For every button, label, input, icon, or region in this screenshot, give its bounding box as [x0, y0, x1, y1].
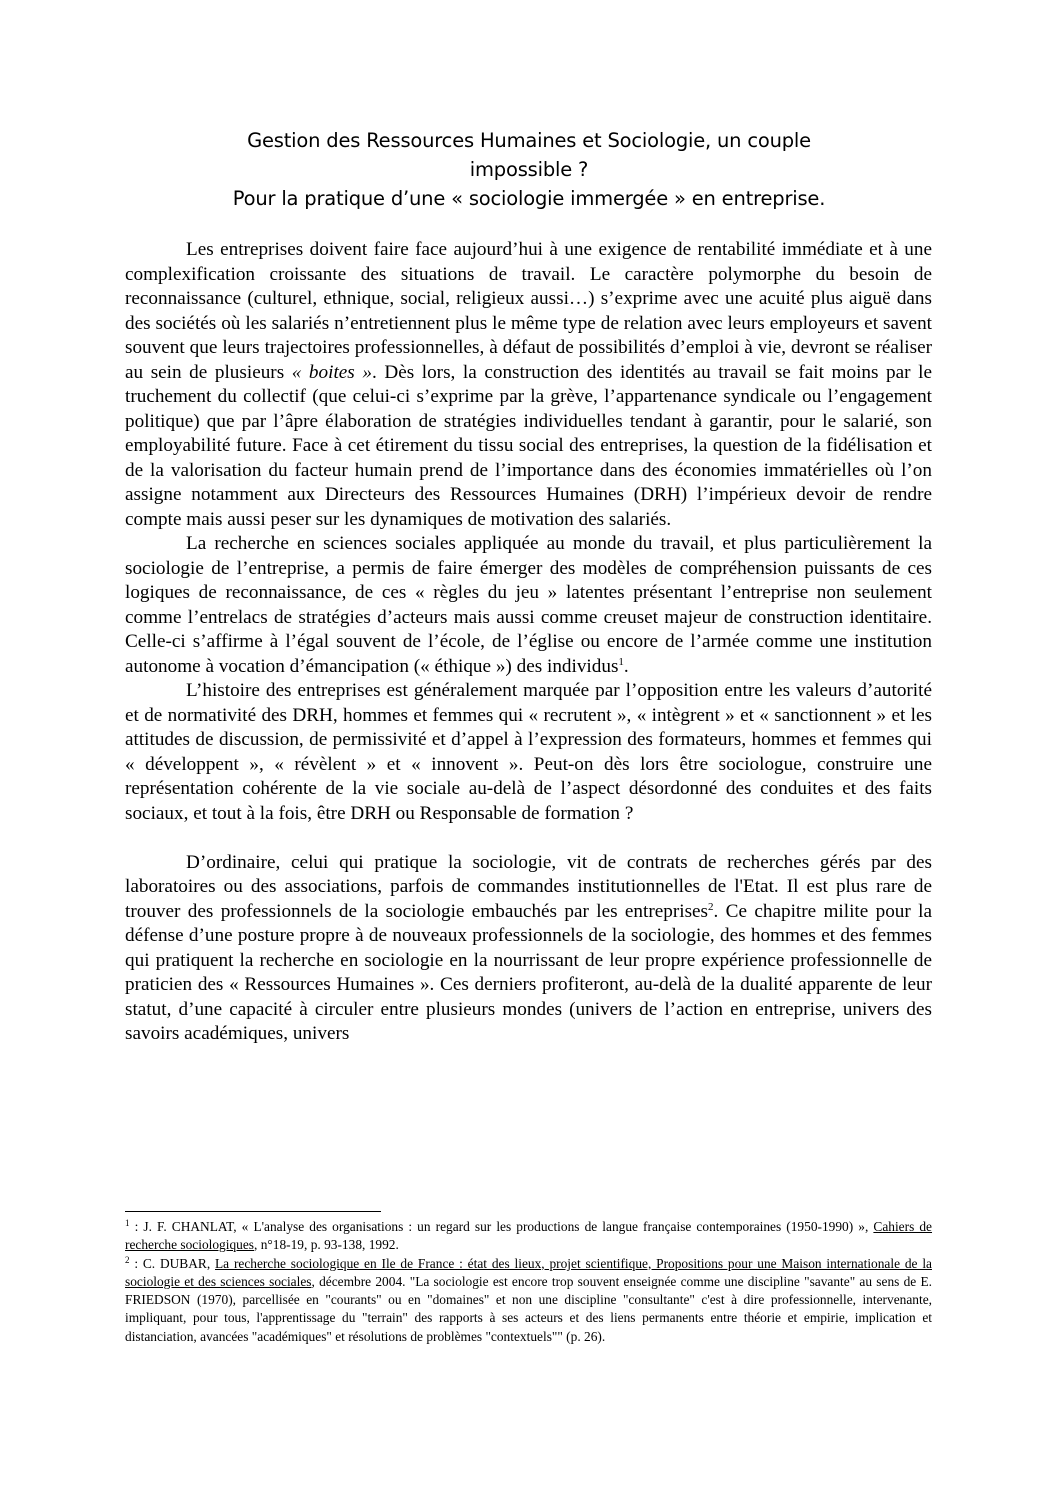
footnote-2 [125, 1255, 932, 1346]
body-paragraph [125, 238, 932, 532]
text-run: . [623, 655, 629, 677]
body-text [125, 238, 932, 1047]
text-run: Les entreprises doivent faire face aujourd’hui à une exigence de rentabilité immédiate et à une complexification croissante des situations de travail. Le caractère polymorphe du besoin de reconnaissance (culturel, ethnique, social, religieux aussi…) s’exprime avec une acuité plus aiguë dans des sociétés où les salariés n’entretiennent plus le même type de relation avec leurs employeurs et savent souvent que leurs trajectoires professionnelles, à défaut de possibilités d’emploi à vie, devront se réaliser au sein de plusieurs [125, 239, 932, 383]
text-run: D’ordinaire, celui qui pratique la sociologie, vit de contrats de recherches gérés par des laboratoires ou des associations, parfois de commandes institutionnelles de l'Etat. Il est plus rare de trouver des professionnels de la sociologie embauchés par les entreprises [125, 851, 932, 922]
cited-work-title: La recherche sociologique en Ile de France : état des lieux, projet scientifique, Propositions pour une Maison internationale de la sociologie et des sciences sociales [125, 1255, 932, 1289]
footnote-reference[interactable]: 2 [708, 900, 714, 913]
text-run: , décembre 2004. "La sociologie est encore trop souvent enseignée comme une discipline "savante" au sens de E. FRIEDSON (1970), parcellisée en "courants" ou en "domaines" et non une discipline "consultante" c'est à dire professionnelle, intervenante, impliquant, pour tous, l'apprentissage du "terrain" des rapports à ses acteurs et des liens permanents entre théorie et empirie, implication et distanciation, avancées "académiques" et résolutions de problèmes "contextuels"" (p. 26). [125, 1273, 932, 1344]
document-title [124, 126, 934, 213]
footnote-1 [125, 1218, 932, 1255]
cited-work-title: Cahiers de recherche sociologiques [125, 1219, 933, 1253]
text-run: . Dès lors, la construction des identités au travail se fait moins par le truchement du collectif (que celui-ci s’exprime par la grève, l’appartenance syndicale ou l’engagement politique) que par l’âpre élaboration de stratégies individuelles tendant à garantir, pour le salarié, son employabilité future. Face à cet étirement du tissu social des entreprises, la question de la fidélisation et de la valorisation du facteur humain prend de l’importance dans des économies immatérielles où l’on assigne notamment aux Directeurs des Ressources Humaines (DRH) l’impérieux devoir de rendre compte mais aussi peser sur les dynamiques de motivation des salariés. [125, 361, 932, 530]
footnote-reference[interactable]: 1 [618, 655, 624, 668]
footnote-number: 2 [125, 1254, 130, 1265]
body-paragraph [125, 851, 932, 1047]
text-run: . Ce chapitre milite pour la défense d’une posture propre à de nouveaux professionnels de la sociologie, des hommes et des femmes qui pratiquent la recherche en sociologie en la nourrissant de leur propre expérience professionnelle de praticien des « Ressources Humaines ». Ces derniers profiteront, au-delà de la dualité apparente de leur statut, d’une capacité à circuler entre plusieurs mondes (univers de l’action en entreprise, univers des savoirs académiques, univers [125, 900, 932, 1044]
text-run: La recherche en sciences sociales appliquée au monde du travail, et plus particulièrement la sociologie de l’entreprise, a permis de faire émerger des modèles de compréhension puissants de ces logiques de reconnaissance, de ces « règles du jeu » latentes présentant l’entreprise non seulement comme l’entrelacs de stratégies d’acteurs mais aussi comme creuset majeur de construction identitaire. Celle-ci s’affirme à l’égal souvent de l’école, de l’église ou encore de l’armée comme une institution autonome à vocation d’émancipation (« éthique ») des individus [125, 533, 932, 677]
text-run: : C. DUBAR, [129, 1255, 215, 1271]
text-run: : J. F. CHANLAT, « L'analyse des organisations : un regard sur les productions de langue française contemporaines (1950-1990) », [129, 1219, 874, 1234]
footnotes [125, 1218, 932, 1346]
footnote-number: 1 [125, 1218, 130, 1228]
subtitle-line: Pour la pratique d’une « sociologie immergée » en entreprise. [232, 187, 826, 210]
body-paragraph [125, 679, 932, 826]
title-line: impossible ? [469, 158, 589, 181]
body-paragraph [125, 532, 932, 679]
title-line: Gestion des Ressources Humaines et Sociologie, un couple [247, 129, 811, 152]
footnote-separator [125, 1211, 381, 1212]
italic-text: « boites » [291, 361, 372, 383]
text-run: , n°18-19, p. 93-138, 1992. [254, 1237, 399, 1253]
text-run: L’histoire des entreprises est généralement marquée par l’opposition entre les valeurs d’autorité et de normativité des DRH, hommes et femmes qui « recrutent », « intègrent » et « sanctionnent » et les attitudes de discussion, de permissivité et d’appel à l’expression des formateurs, hommes et femmes qui « développent », « révèlent » et « innovent ». Peut-on dès lors être sociologue, construire une représentation cohérente de la vie sociale au-delà de l’aspect désordonné des conduites et des faits sociaux, et tout à la fois, être DRH ou Responsable de formation ? [125, 680, 932, 824]
